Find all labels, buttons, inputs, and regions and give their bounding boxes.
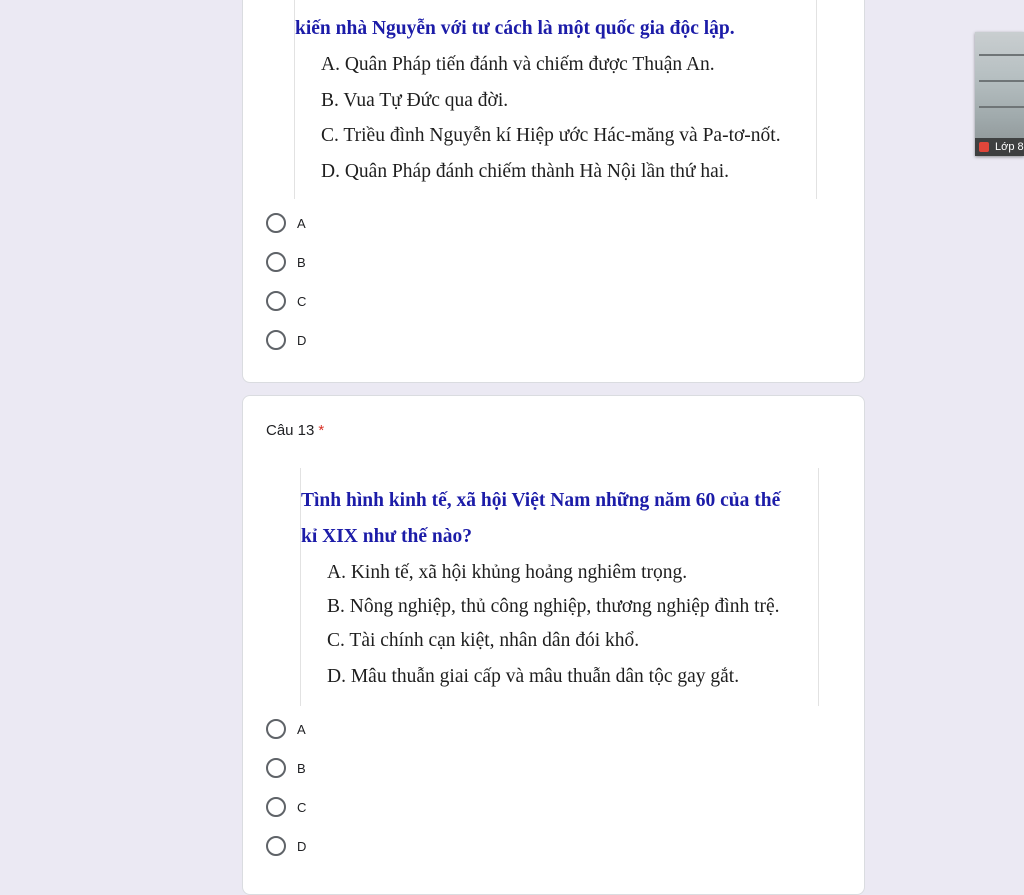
- question-stem-line-1: Tình hình kinh tế, xã hội Việt Nam những năm 60 của thế: [301, 490, 781, 511]
- question-option-c: C. Triều đình Nguyễn kí Hiệp ước Hác-măng và Pa-tơ-nốt.: [321, 125, 781, 146]
- shelf-line: [979, 80, 1024, 82]
- question-option-c: C. Tài chính cạn kiệt, nhân dân đói khổ.: [327, 630, 640, 651]
- question-option-b: B. Nông nghiệp, thủ công nghiệp, thương nghiệp đình trệ.: [327, 596, 780, 617]
- choice-label: C: [297, 799, 307, 815]
- radio-button[interactable]: [266, 797, 286, 817]
- question-option-a: A. Kinh tế, xã hội khủng hoảng nghiêm trọng.: [327, 562, 688, 583]
- shelf-line: [979, 106, 1024, 108]
- choice-c[interactable]: [266, 795, 306, 819]
- question-option-d: D. Mâu thuẫn giai cấp và mâu thuẫn dân tộc gay gắt.: [327, 666, 740, 687]
- question-title: [266, 422, 324, 439]
- participant-name: Lớp 8: [995, 141, 1024, 153]
- choice-label: D: [297, 332, 307, 348]
- question-image: [300, 468, 819, 706]
- question-card-12: [242, 0, 865, 383]
- radio-button[interactable]: [266, 213, 286, 233]
- question-card-13: [242, 395, 865, 895]
- radio-button[interactable]: [266, 758, 286, 778]
- choice-label: B: [297, 760, 306, 776]
- question-stem-cut-line: [295, 0, 780, 1]
- choice-a[interactable]: [266, 211, 306, 235]
- mic-off-icon: [979, 142, 989, 152]
- radio-button[interactable]: [266, 252, 286, 272]
- radio-button[interactable]: [266, 719, 286, 739]
- choice-a[interactable]: [266, 717, 306, 741]
- question-number: Câu 13: [266, 422, 315, 439]
- radio-button[interactable]: [266, 836, 286, 856]
- choice-b[interactable]: [266, 756, 306, 780]
- choice-d[interactable]: [266, 328, 306, 352]
- choice-c[interactable]: [266, 289, 306, 313]
- choice-label: A: [297, 721, 306, 737]
- shelf-line: [979, 54, 1024, 56]
- choice-d[interactable]: [266, 834, 306, 858]
- question-stem-line-2: kỉ XIX như thế nào?: [301, 526, 472, 547]
- question-image: [294, 0, 817, 199]
- video-name-bar: [975, 138, 1024, 156]
- choice-label: B: [297, 254, 306, 270]
- question-option-b: B. Vua Tự Đức qua đời.: [321, 90, 509, 111]
- required-asterisk: *: [318, 422, 325, 439]
- radio-button[interactable]: [266, 291, 286, 311]
- choice-label: D: [297, 838, 307, 854]
- question-stem-line: kiến nhà Nguyễn với tư cách là một quốc gia độc lập.: [295, 18, 735, 39]
- choice-b[interactable]: [266, 250, 306, 274]
- question-option-d: D. Quân Pháp đánh chiếm thành Hà Nội lần thứ hai.: [321, 161, 730, 182]
- radio-button[interactable]: [266, 330, 286, 350]
- choice-label: A: [297, 215, 306, 231]
- video-call-tile[interactable]: [975, 32, 1024, 156]
- question-option-a: A. Quân Pháp tiến đánh và chiếm được Thuận An.: [321, 54, 715, 75]
- choice-label: C: [297, 293, 307, 309]
